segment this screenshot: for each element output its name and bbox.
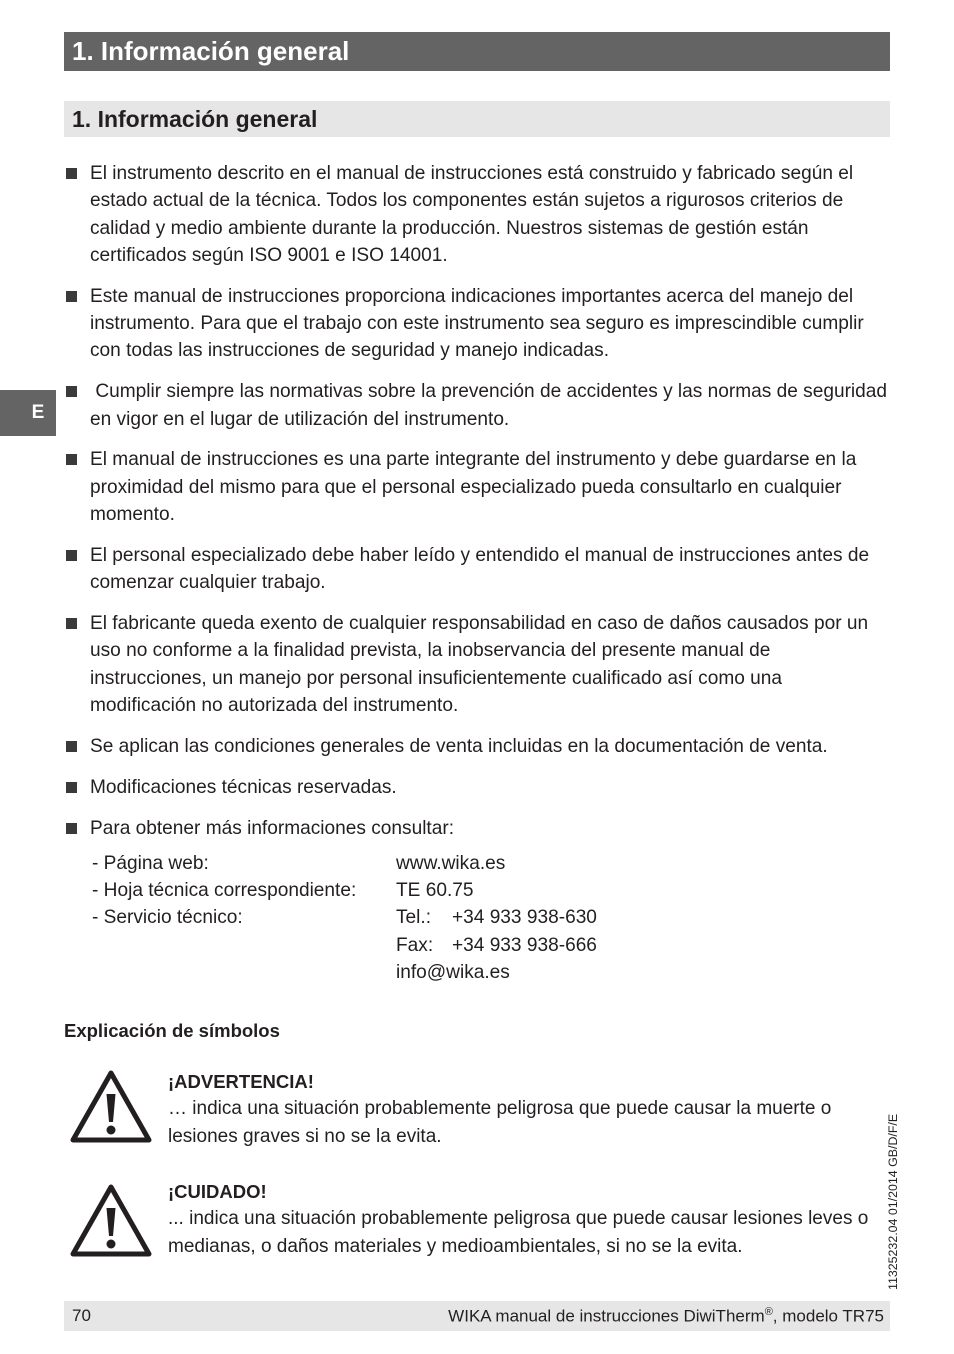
bullet-square-icon — [66, 823, 77, 834]
page-footer — [64, 1301, 890, 1331]
contact-row-web — [92, 850, 597, 877]
bullet-text: El manual de instrucciones es una parte integrante del instrumento y debe guardarse en la proximidad del mismo para que el personal especializado pueda consultarlo en cualquier momento. — [90, 449, 857, 526]
contact-row-service — [92, 904, 597, 986]
bullet-square-icon — [66, 550, 77, 561]
list-item — [64, 542, 890, 597]
bullet-text: Se aplican las condiciones generales de venta incluidas en la documentación de venta. — [90, 735, 828, 757]
warning-title: ¡ADVERTENCIA! — [168, 1071, 314, 1092]
bullet-text: Para obtener más informaciones consultar: — [90, 817, 455, 839]
footer-manual-title — [448, 1306, 884, 1327]
symbols-title: Explicación de símbolos — [64, 1020, 280, 1041]
page-number: 70 — [72, 1306, 91, 1325]
tel-value: +34 933 938-630 — [452, 907, 597, 929]
tel-label: Tel.: — [396, 907, 432, 929]
bullet-text: El fabricante queda exento de cualquier responsabilidad en caso de daños causados por un uso no conforme a la finalidad prevista, la inobservancia del presente manual de instrucciones, un manejo por personal insuficientemente cualificado así como una modificación no autorizada del instrumento. — [90, 613, 869, 717]
language-tab: E — [0, 390, 56, 436]
section-heading — [64, 101, 890, 137]
bullet-square-icon — [66, 782, 77, 793]
contact-info — [92, 850, 597, 986]
bullet-square-icon — [66, 454, 77, 465]
web-value[interactable]: www.wika.es — [396, 853, 506, 874]
bullet-text: Este manual de instrucciones proporciona indicaciones importantes acerca del manejo del instrumento. Para que el trabajo con este instrumento sea seguro es imprescindible cumplir con todas las instrucciones de seguridad y manejo indicadas. — [90, 285, 864, 362]
bullet-square-icon — [66, 168, 77, 179]
warning-text-block — [168, 1068, 883, 1150]
caution-triangle-icon — [70, 1184, 152, 1258]
list-item — [64, 774, 890, 801]
bullet-text: Modificaciones técnicas reservadas. — [90, 776, 397, 798]
list-item — [64, 733, 890, 760]
datasheet-value: TE 60.75 — [396, 880, 474, 902]
fax-value: +34 933 938-666 — [452, 934, 597, 956]
caution-title: ¡CUIDADO! — [168, 1181, 267, 1202]
service-values — [396, 904, 597, 986]
list-item — [64, 446, 890, 528]
caution-text-block — [168, 1178, 883, 1260]
section-heading-title: 1. Información general — [72, 106, 318, 132]
service-label: - Servicio técnico: — [92, 907, 243, 929]
page-header-title: 1. Información general — [72, 36, 350, 66]
web-label: - Página web: — [92, 853, 209, 874]
bullet-square-icon — [66, 618, 77, 629]
list-item — [64, 815, 890, 842]
datasheet-label: - Hoja técnica correspondiente: — [92, 880, 357, 902]
manual-suffix: , modelo TR75 — [772, 1306, 884, 1326]
registered-mark: ® — [764, 1305, 773, 1318]
bullet-text: Cumplir siempre las normativas sobre la prevención de accidentes y las normas de seguridad en vigor en el lugar de utilización del instrumento. — [90, 381, 893, 430]
fax-label: Fax: — [396, 934, 434, 956]
bullet-square-icon — [66, 386, 77, 397]
warning-text: … indica una situación probablemente peligrosa que puede causar la muerte o lesiones graves si no se la evita. — [168, 1098, 832, 1147]
warning-triangle-icon — [70, 1070, 152, 1144]
contact-row-datasheet — [92, 877, 597, 904]
list-item — [64, 283, 890, 365]
bullet-square-icon — [66, 291, 77, 302]
list-item — [64, 378, 893, 433]
list-item — [64, 160, 890, 269]
document-code: 11325232.04 01/2014 GB/D/F/E — [886, 1113, 900, 1290]
email-value[interactable]: info@wika.es — [396, 961, 510, 983]
bullet-list — [64, 160, 893, 842]
page-header — [64, 32, 890, 71]
bullet-text: El personal especializado debe haber leído y entendido el manual de instrucciones antes de comenzar cualquier trabajo. — [90, 544, 870, 594]
bullet-text: El instrumento descrito en el manual de instrucciones está construido y fabricado según el estado actual de la técnica. Todos los componentes están sujetos a rigurosos criterios de calidad y medio ambiente durante la producción. Nuestros sistemas de gestión están certificados según ISO 9001 e ISO 14001. — [90, 163, 854, 266]
bullet-square-icon — [66, 741, 77, 752]
manual-prefix: WIKA manual de instrucciones DiwiTherm — [448, 1306, 765, 1326]
list-item — [64, 610, 890, 719]
caution-text: ... indica una situación probablemente peligrosa que puede causar lesiones leves o medianas, o daños materiales y medioambientales, si no se la evita. — [168, 1208, 869, 1257]
